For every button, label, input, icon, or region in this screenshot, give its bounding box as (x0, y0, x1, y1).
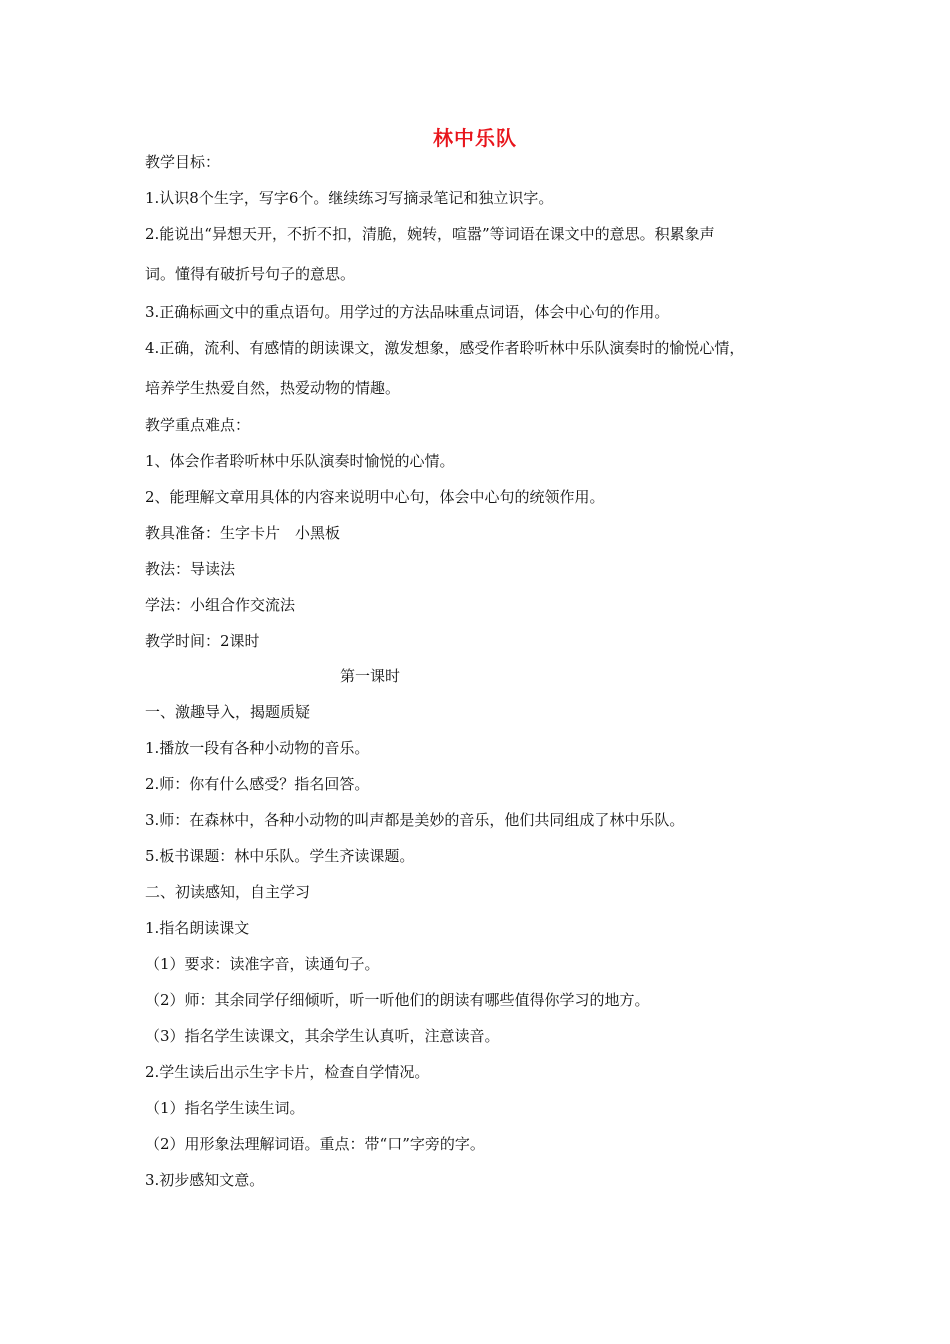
objective-line: 2.能说出“异想天开，不折不扣，清脆，婉转，喧嚣”等词语在课文中的意思。积累象声 (145, 225, 715, 243)
section-heading-key-points: 教学重点难点： (145, 416, 251, 434)
step-line: 3.初步感知文意。 (145, 1171, 265, 1189)
step-line: 1.播放一段有各种小动物的音乐。 (145, 739, 370, 757)
section-heading-first-reading: 二、初读感知，自主学习 (145, 883, 311, 901)
materials-line: 教具准备：生字卡片 小黑板 (145, 524, 341, 542)
sub-step-line: （2）师：其余同学仔细倾听，听一听他们的朗读有哪些值得你学习的地方。 (145, 991, 650, 1009)
step-line: 5.板书课题：林中乐队。学生齐读课题。 (145, 847, 415, 865)
lesson-heading: 第一课时 (339, 667, 400, 685)
key-point-line: 2、能理解文章用具体的内容来说明中心句，体会中心句的统领作用。 (145, 488, 605, 506)
objective-line: 3.正确标画文中的重点语句。用学过的方法品味重点词语，体会中心句的作用。 (145, 303, 670, 321)
section-heading-intro: 一、激趣导入，揭题质疑 (145, 703, 311, 721)
document-title: 林中乐队 (433, 126, 517, 150)
step-line: 2.学生读后出示生字卡片，检查自学情况。 (145, 1063, 430, 1081)
key-point-line: 1、体会作者聆听林中乐队演奏时愉悦的心情。 (145, 452, 455, 470)
sub-step-line: （1）要求：读准字音，读通句子。 (145, 955, 380, 973)
sub-step-line: （3）指名学生读课文，其余学生认真听，注意读音。 (145, 1027, 500, 1045)
objective-line: 4.正确，流利、有感情的朗读课文，激发想象，感受作者聆听林中乐队演奏时的愉悦心情， (145, 339, 745, 357)
sub-step-line: （1）指名学生读生词。 (145, 1099, 305, 1117)
step-line: 3.师：在森林中，各种小动物的叫声都是美妙的音乐，他们共同组成了林中乐队。 (145, 811, 685, 829)
teaching-method-line: 教法：导读法 (145, 560, 236, 578)
learning-method-line: 学法：小组合作交流法 (145, 596, 296, 614)
section-heading-objectives: 教学目标： (145, 153, 221, 171)
sub-step-line: （2）用形象法理解词语。重点：带“口”字旁的字。 (145, 1135, 485, 1153)
teaching-time-line: 教学时间：2课时 (145, 632, 260, 650)
step-line: 1.指名朗读课文 (145, 919, 250, 937)
objective-line-continued: 词。懂得有破折号句子的意思。 (145, 265, 356, 283)
objective-line: 1.认识8个生字，写字6个。继续练习写摘录笔记和独立识字。 (145, 189, 554, 207)
objective-line-continued: 培养学生热爱自然，热爱动物的情趣。 (145, 379, 401, 397)
step-line: 2.师：你有什么感受？指名回答。 (145, 775, 370, 793)
